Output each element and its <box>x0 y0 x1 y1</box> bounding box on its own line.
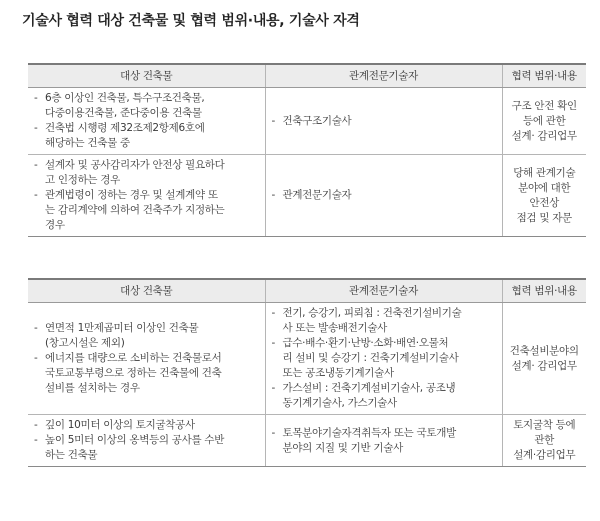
list-dash: - <box>34 419 38 431</box>
text-line: 사 또는 발송배전기술사 <box>282 322 388 334</box>
list-item <box>272 114 498 129</box>
list-item-text <box>283 381 498 411</box>
text-line: 토지굴착 등에 <box>513 419 576 431</box>
cooperation-scope-cell <box>502 155 586 237</box>
table-header-row <box>28 279 586 303</box>
text-line: 건축설비분야의 <box>509 344 579 357</box>
cooperation-table-2 <box>28 278 586 467</box>
table-row <box>28 303 586 415</box>
text-line: 등에 관한 <box>523 114 566 127</box>
text-line: 해당하는 건축물 중 <box>45 137 130 149</box>
text-line: 연면적 1만제곱미터 이상인 건축물 <box>45 322 199 334</box>
text-line: 국토교통부령으로 정하는 건축물에 건축 <box>45 367 222 379</box>
list-item <box>34 433 261 463</box>
target-buildings-cell <box>28 88 265 155</box>
list-item <box>34 91 261 121</box>
table-row <box>28 88 586 155</box>
text-line: 안전상 <box>529 196 560 209</box>
header-cooperation-scope: 협력 범위·내용 <box>502 279 586 303</box>
text-line: 고 인정하는 경우 <box>45 174 120 186</box>
text-line: 점검 및 자문 <box>516 211 572 224</box>
list-dash: - <box>34 122 38 134</box>
table-row <box>28 155 586 237</box>
list-item <box>34 351 261 396</box>
document-title: 기술사 협력 대상 건축물 및 협력 범위·내용, 기술사 자격 <box>22 13 360 29</box>
cooperation-scope-cell <box>502 88 586 155</box>
text-line: 관한 <box>534 434 555 446</box>
text-line: (창고시설은 제외) <box>45 337 125 349</box>
text-line: 분야의 지질 및 기반 기술사 <box>282 441 403 454</box>
list-item <box>272 188 498 203</box>
header-target-buildings: 대상 건축물 <box>28 64 265 88</box>
list-item-text <box>283 306 498 336</box>
header-related-experts: 관계전문기술자 <box>265 279 502 303</box>
related-experts-cell <box>265 88 502 155</box>
list-item <box>272 381 498 411</box>
list-dash: - <box>34 322 38 334</box>
text-line: 가스설비 : 건축기계설비기술사, 공조냉 <box>282 382 456 394</box>
list-item-text <box>45 121 261 151</box>
list-item <box>272 426 498 456</box>
list-item-text <box>283 188 498 203</box>
header-cooperation-scope: 협력 범위·내용 <box>502 64 586 88</box>
text-line: 구조 안전 확인 <box>511 99 577 112</box>
text-line: 토목분야기술자격취득자 또는 국토개발 <box>282 426 456 439</box>
list-dash: - <box>271 307 275 319</box>
list-dash: - <box>271 382 275 394</box>
cooperation-table-1 <box>28 63 586 237</box>
related-experts-cell <box>265 155 502 237</box>
list-item-text <box>45 351 261 396</box>
text-line: 에너지를 대량으로 소비하는 건축물로서 <box>45 352 222 364</box>
list-item <box>34 418 261 433</box>
text-line: 리 설비 및 승강기 : 건축기계설비기술사 <box>282 352 459 364</box>
list-item <box>34 121 261 151</box>
header-target-buildings: 대상 건축물 <box>28 279 265 303</box>
text-line: 건축법 시행령 제32조제2항제6호에 <box>45 122 205 134</box>
text-line: 는 감리계약에 의하여 건축주가 지정하는 <box>45 204 225 216</box>
list-item-text <box>45 433 261 463</box>
text-line: 관계전문기술자 <box>282 189 352 201</box>
list-dash: - <box>271 114 275 127</box>
list-dash: - <box>271 337 275 349</box>
list-item <box>272 336 498 381</box>
text-line: 또는 공조냉동기계기술사 <box>282 367 394 379</box>
table-header-row <box>28 64 586 88</box>
text-line: 6층 이상인 건축물, 특수구조건축물, <box>45 92 205 104</box>
list-dash: - <box>271 426 275 439</box>
text-line: 당해 관계기술 <box>513 166 576 179</box>
target-buildings-cell <box>28 415 265 467</box>
list-dash: - <box>34 434 38 446</box>
related-experts-cell <box>265 415 502 467</box>
text-line: 하는 건축물 <box>45 449 98 461</box>
list-item <box>34 158 261 188</box>
list-item-text <box>283 426 498 456</box>
list-item-text <box>45 91 261 121</box>
list-item-text <box>45 418 261 433</box>
target-buildings-cell <box>28 155 265 237</box>
list-item-text <box>283 336 498 381</box>
text-line: 깊이 10미터 이상의 토지굴착공사 <box>45 419 195 431</box>
list-item-text <box>45 321 261 351</box>
text-line: 설계·감리업무 <box>513 449 576 461</box>
text-line: 건축구조기술사 <box>282 114 352 127</box>
text-line: 전기, 승강기, 피뢰침 : 건축전기설비기술 <box>282 307 462 319</box>
list-dash: - <box>34 159 38 171</box>
list-item <box>34 188 261 233</box>
table-row <box>28 415 586 467</box>
list-dash: - <box>34 189 38 201</box>
text-line: 동기계기술사, 가스기술사 <box>282 397 397 409</box>
cooperation-scope-cell <box>502 303 586 415</box>
text-line: 관계법령이 정하는 경우 및 설계계약 또 <box>45 189 218 201</box>
header-related-experts: 관계전문기술자 <box>265 64 502 88</box>
list-dash: - <box>34 352 38 364</box>
text-line: 설계자 및 공사감리자가 안전상 필요하다 <box>45 159 225 171</box>
list-item <box>272 306 498 336</box>
text-line: 설계· 감리업무 <box>511 129 577 142</box>
list-item-text <box>283 114 498 129</box>
text-line: 설비를 설치하는 경우 <box>45 382 140 394</box>
list-item-text <box>45 188 261 233</box>
cooperation-scope-cell <box>502 415 586 467</box>
text-line: 높이 5미터 이상의 옹벽등의 공사를 수반 <box>45 434 225 446</box>
target-buildings-cell <box>28 303 265 415</box>
related-experts-cell <box>265 303 502 415</box>
text-line: 다중이용건축물, 준다중이용 건축물 <box>45 107 202 119</box>
list-dash: - <box>271 189 275 201</box>
list-dash: - <box>34 92 38 104</box>
text-line: 분야에 대한 <box>518 181 571 194</box>
text-line: 경우 <box>45 219 65 231</box>
text-line: 급수·배수·환기·난방·소화·배연·오물처 <box>282 337 449 349</box>
list-item-text <box>45 158 261 188</box>
list-item <box>34 321 261 351</box>
text-line: 설계· 감리업무 <box>511 359 577 372</box>
